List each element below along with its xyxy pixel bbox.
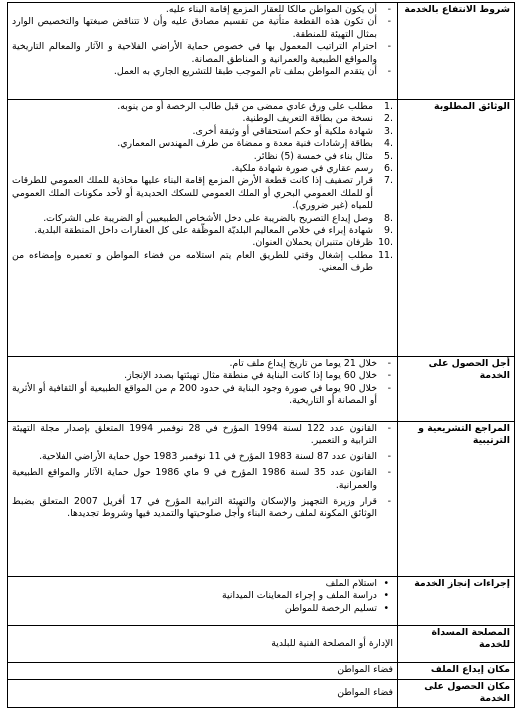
list-item bbox=[12, 138, 393, 150]
documents-list bbox=[12, 101, 393, 275]
legal-label-cell bbox=[398, 422, 515, 577]
item-text: مطلب على ورق عادي ممضى من قبل طالب الرخصة أو من ينوبه. bbox=[117, 101, 373, 112]
list-item: - أن يتقدم المواطن بملف تام الموجب طبقا للتشريع الجاري به العمل. bbox=[12, 66, 393, 78]
list-item: - أن يكون المواطن مالكا للعقار المزمع إقامة البناء عليه. bbox=[12, 4, 393, 16]
legal-list bbox=[12, 423, 393, 520]
conditions-label: شروط الانتفاع بالخدمة bbox=[404, 4, 510, 15]
list-item bbox=[12, 225, 393, 237]
conditions-label-cell bbox=[398, 3, 515, 100]
row-legal-references bbox=[8, 422, 515, 577]
documents-content bbox=[8, 100, 398, 357]
item-number: 9. bbox=[384, 225, 393, 237]
list-item: - خلال 90 يوما في صورة وجود البناية في حدود 200 م من المواقع الطبيعية أو الثقافية أو الأثرية أو المصانة أو التاريخية. bbox=[12, 383, 393, 408]
documents-label-cell bbox=[398, 100, 515, 357]
list-item bbox=[12, 151, 393, 163]
item-text: بطاقة إرشادات فنية معدة و ممضاة من طرف المهندس المعماري. bbox=[117, 138, 373, 150]
list-item: - احترام التراتيب المعمول بها في خصوص حماية الأراضي الفلاحية و الآثار والمعالم التاريخية والمواقع الطبيعية والعمرانية و المناطق المصانة. bbox=[12, 41, 393, 66]
item-number: 6. bbox=[384, 163, 393, 175]
deadline-list bbox=[12, 358, 393, 408]
list-item bbox=[12, 101, 393, 113]
deadline-label: أجل الحصول على الخدمة bbox=[428, 358, 510, 382]
item-text: مطلب إشغال وقتي للطريق العام يتم استلامه من فضاء المواطن و تعميره وإمضاءه من طرف المعني. bbox=[12, 249, 373, 274]
row-service-authority bbox=[8, 626, 515, 663]
deposit-label-cell bbox=[398, 663, 515, 680]
item-text: ظرفان متنبران يحملان العنوان. bbox=[252, 237, 373, 249]
documents-label: الوثائق المطلوبة bbox=[434, 101, 510, 112]
row-documents bbox=[8, 100, 515, 357]
item-text: وصل إيداع التصريح بالضريبة على دخل الأشخاص الطبيعيين أو الضريبة على الشركات. bbox=[43, 212, 373, 224]
item-number: 4. bbox=[384, 138, 393, 150]
item-number: 3. bbox=[384, 125, 393, 137]
procedures-label-cell bbox=[398, 577, 515, 626]
deadline-label-cell bbox=[398, 357, 515, 422]
item-number: 2. bbox=[384, 113, 393, 125]
list-item: • تسليم الرخصة للمواطن bbox=[12, 603, 393, 615]
list-item: - أن تكون هذه القطعة متأتية من تقسيم مصادق عليه وأن لا تتناقض صبغتها والتخصيص الوارد بمثال التهيئة للمنطقة. bbox=[12, 16, 393, 41]
deposit-value: فضاء المواطن bbox=[8, 663, 398, 680]
list-item: - قرار وزيرة التجهيز والإسكان والتهيئة الترابية المؤرخ في 17 أفريل 2007 المتعلق بضبط الوثائق المكونة لملف رخصة البناء وأجل صلوحيتها والتمديد فيها وشروط تجديدها. bbox=[12, 496, 393, 521]
row-receipt-place bbox=[8, 680, 515, 708]
list-item bbox=[12, 237, 393, 249]
authority-label-cell bbox=[398, 626, 515, 663]
row-conditions bbox=[8, 3, 515, 100]
item-number: 11. bbox=[378, 249, 393, 261]
receipt-label-cell bbox=[398, 680, 515, 708]
list-item: • دراسة الملف و إجراء المعاينات الميدانية bbox=[12, 590, 393, 602]
item-text: قرار تصفيف إذا كانت قطعة الأرض المزمع إقامة البناء عليها محاذية للملك العمومي للطرقات أو للملك العمومي البحري أو الملك العمومي للسكك الحديدية أو لأحد مكونات الملك العمومي للمياه (غير ضروري). bbox=[12, 175, 373, 212]
item-number: 8. bbox=[384, 212, 393, 224]
list-item: - خلال 60 يوما إذا كانت البناية في منطقة مثال تهيئتها بصدد الإنجاز. bbox=[12, 370, 393, 382]
item-text: مثال بناء في خمسة (5) نظائر. bbox=[253, 150, 373, 162]
authority-value: الإدارة أو المصلحة الفنية للبلدية bbox=[8, 626, 398, 663]
service-info-table bbox=[7, 2, 515, 708]
item-number: 7. bbox=[384, 175, 393, 187]
legal-label: المراجع التشريعية و الترتيبية bbox=[418, 423, 510, 447]
item-text: شهادة ملكية أو حكم استحقاقي أو وثيقة أخرى. bbox=[192, 125, 373, 137]
authority-label: المصلحة المسداة للخدمة bbox=[431, 627, 510, 651]
row-deadline bbox=[8, 357, 515, 422]
list-item bbox=[12, 163, 393, 175]
item-number: 1. bbox=[384, 101, 393, 112]
procedures-content bbox=[8, 577, 398, 626]
list-item: - خلال 21 يوما من تاريخ إيداع ملف تام. bbox=[12, 358, 393, 370]
procedures-list bbox=[12, 578, 393, 615]
list-item bbox=[12, 250, 393, 275]
row-procedures bbox=[8, 577, 515, 626]
list-item bbox=[12, 213, 393, 225]
deposit-label: مكان إيداع الملف bbox=[430, 664, 510, 675]
list-item bbox=[12, 126, 393, 138]
item-number: 5. bbox=[384, 150, 393, 162]
conditions-list bbox=[12, 4, 393, 78]
item-text: رسم عقاري في صورة شهادة ملكية. bbox=[231, 163, 373, 175]
procedures-label: إجراءات إنجاز الخدمة bbox=[414, 578, 510, 589]
legal-content bbox=[8, 422, 398, 577]
list-item: - القانون عدد 87 لسنة 1983 المؤرخ في 11 نوفمبر 1983 حول حماية الأراضي الفلاحية. bbox=[12, 451, 393, 463]
list-item bbox=[12, 175, 393, 212]
item-text: نسخة من بطاقة التعريف الوطنية. bbox=[242, 113, 373, 125]
list-item: - القانون عدد 122 لسنة 1994 المؤرخ في 28 نوفمبر 1994 المتعلق بإصدار مجلة التهيئة الترابية و التعمير. bbox=[12, 423, 393, 448]
receipt-value: فضاء المواطن bbox=[8, 680, 398, 708]
deadline-content bbox=[8, 357, 398, 422]
item-number: 10. bbox=[378, 237, 393, 249]
list-item: • استلام الملف bbox=[12, 578, 393, 590]
list-item: - القانون عدد 35 لسنة 1986 المؤرخ في 9 ماي 1986 حول حماية الآثار والمواقع الطبيعية والعمرانية. bbox=[12, 467, 393, 492]
receipt-label: مكان الحصول على الخدمة bbox=[424, 681, 510, 705]
conditions-content bbox=[8, 3, 398, 100]
item-text: شهادة إبراء في خلاص المعاليم البلديّة الموظّفة على كل العقارات داخل المنطقة البلدية. bbox=[34, 225, 373, 237]
list-item bbox=[12, 113, 393, 125]
row-deposit-place bbox=[8, 663, 515, 680]
